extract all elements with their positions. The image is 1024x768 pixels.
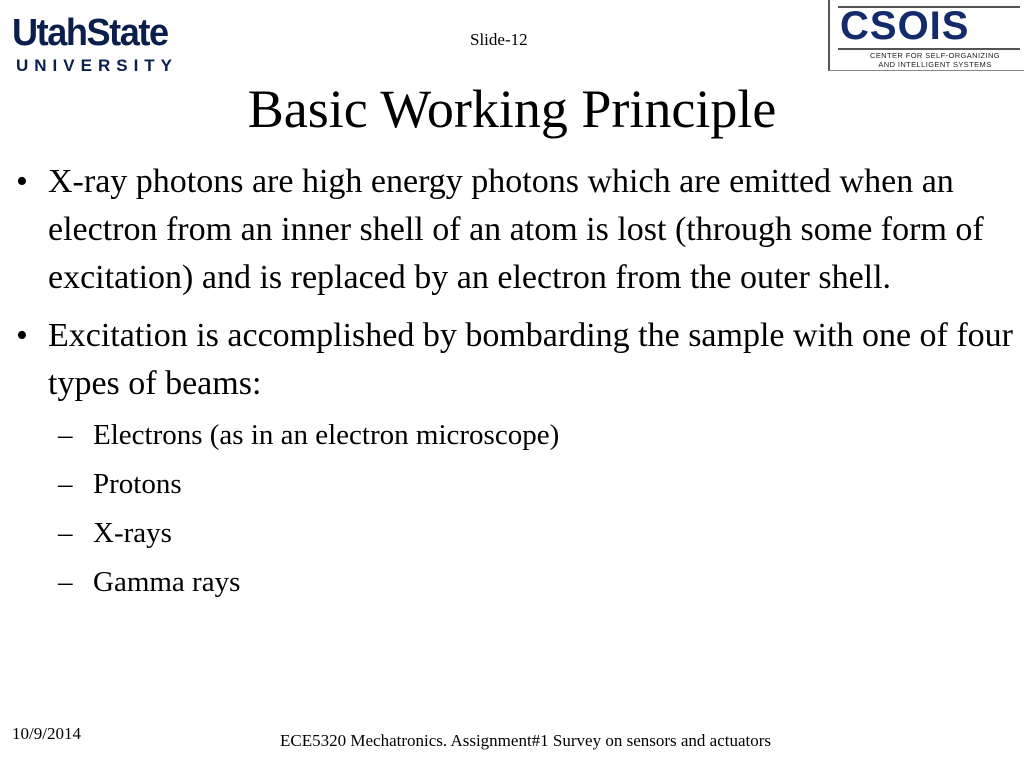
sub-bullet-marker: –	[58, 517, 73, 549]
footer-date: 10/9/2014	[12, 724, 81, 743]
sub-bullet-item	[14, 565, 1014, 599]
footer-text: ECE5320 Mechatronics. Assignment#1 Survey on sensors and actuators	[280, 731, 772, 750]
csois-logo-line2: AND INTELLIGENT SYSTEMS	[878, 60, 992, 69]
bullet-text: X-ray photons are high energy photons which are emitted when an electron from an inner shell of an atom is lost (through some form of excitation) and is replaced by an electron from the outer shell.	[48, 163, 984, 296]
slide-number: Slide-12	[470, 30, 528, 49]
usu-logo-subtitle: UNIVERSITY	[16, 56, 179, 75]
sub-bullet-marker: –	[58, 468, 73, 500]
utah-state-university-logo	[12, 12, 202, 74]
slide-content	[14, 158, 1014, 614]
sub-bullet-text: X-rays	[93, 517, 172, 549]
bullet-text: Excitation is accomplished by bombarding the sample with one of four types of beams:	[48, 317, 1013, 402]
sub-bullet-text: Gamma rays	[93, 566, 241, 598]
csois-logo-line1: CENTER FOR SELF-ORGANIZING	[870, 51, 1000, 60]
sub-bullet-item	[14, 467, 1014, 501]
sub-bullet-marker: –	[58, 419, 73, 451]
sub-bullet-text: Electrons (as in an electron microscope)	[93, 419, 560, 451]
bullet-marker: •	[16, 317, 28, 354]
csois-logo-mark: CSOIS	[840, 4, 970, 48]
bullet-item	[14, 312, 1014, 408]
sub-bullet-marker: –	[58, 566, 73, 598]
slide-title: Basic Working Principle	[247, 79, 777, 139]
sub-bullet-text: Protons	[93, 468, 182, 500]
csois-logo-rule-bottom	[838, 48, 1020, 50]
usu-logo-wordmark: UtahState	[12, 12, 168, 54]
bullet-item	[14, 158, 1014, 302]
csois-logo	[828, 0, 1024, 71]
bullet-marker: •	[16, 163, 28, 200]
sub-bullet-item	[14, 418, 1014, 452]
sub-bullet-item	[14, 516, 1014, 550]
